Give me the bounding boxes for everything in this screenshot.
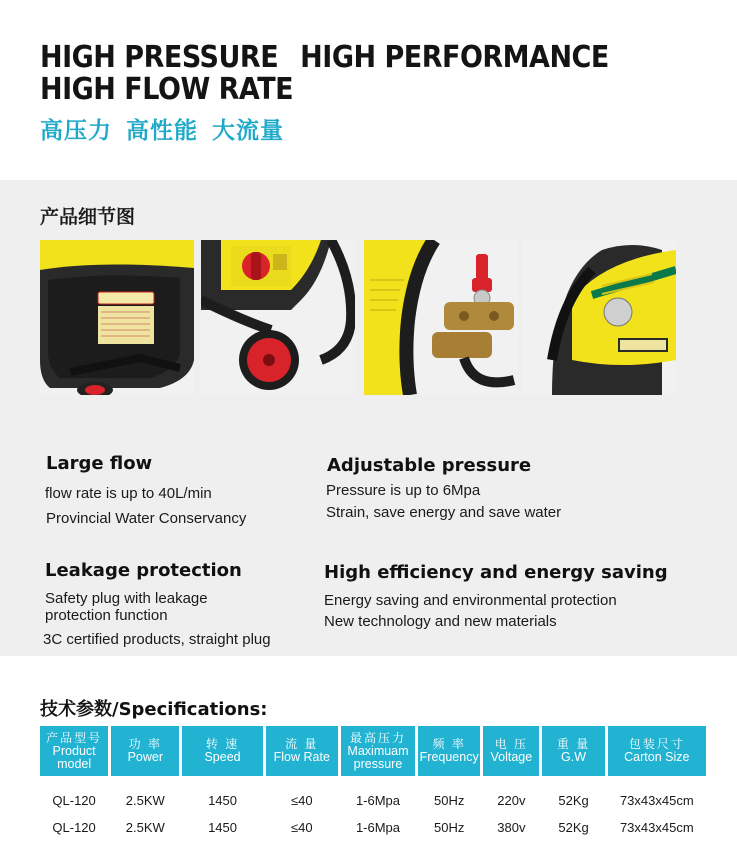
spec-header-row bbox=[40, 726, 706, 776]
feature-line: Energy saving and environmental protection bbox=[324, 592, 617, 609]
pump-head-photo bbox=[364, 240, 518, 395]
spec-cell: QL-120 bbox=[52, 793, 96, 808]
spec-header-speed: 转 速 Speed bbox=[182, 726, 262, 776]
frame-handle-photo bbox=[522, 240, 676, 395]
cn-high-flow: 大流量 bbox=[212, 118, 284, 144]
feature-line: New technology and new materials bbox=[324, 613, 557, 630]
feature-line: 3C certified products, straight plug bbox=[43, 631, 271, 648]
cn-high-performance: 高性能 bbox=[126, 118, 198, 144]
spec-cell: 50Hz bbox=[434, 820, 465, 835]
headline-line-2: HIGH FLOW RATE bbox=[40, 72, 294, 107]
spec-header-max-pressure: 最高压力 Maximuam pressure bbox=[341, 726, 415, 776]
headline-high-performance: HIGH PERFORMANCE bbox=[300, 40, 609, 75]
feature-title-adjustable-pressure: Adjustable pressure bbox=[327, 455, 532, 476]
switch-and-wheel-photo bbox=[201, 240, 355, 395]
detail-title: 产品细节图 bbox=[40, 206, 136, 228]
spec-cell: 52Kg bbox=[558, 820, 589, 835]
spec-cell: ≤40 bbox=[290, 793, 313, 808]
spec-cell: 73x43x45cm bbox=[619, 793, 694, 808]
spec-cell: 1-6Mpa bbox=[355, 820, 401, 835]
feature-line: Safety plug with leakage bbox=[45, 590, 208, 607]
headline-line-1 bbox=[40, 40, 609, 75]
machine-body-photo bbox=[40, 240, 194, 395]
chinese-subtitle bbox=[40, 112, 298, 145]
table-row bbox=[40, 776, 706, 813]
feature-title-large-flow: Large flow bbox=[46, 453, 153, 474]
feature-line: Pressure is up to 6Mpa bbox=[326, 482, 481, 499]
feature-title-leakage-protection: Leakage protection bbox=[45, 560, 242, 581]
spec-header-carton-size: 包装尺寸 Carton Size bbox=[608, 726, 706, 776]
spec-cell: 50Hz bbox=[434, 793, 465, 808]
spec-cell: ≤40 bbox=[290, 820, 313, 835]
spec-cell: 220v bbox=[497, 793, 526, 808]
feature-line: flow rate is up to 40L/min bbox=[45, 485, 212, 502]
spec-cell: 2.5KW bbox=[125, 793, 165, 808]
feature-title-high-efficiency: High efficiency and energy saving bbox=[324, 562, 668, 583]
spec-cell: 73x43x45cm bbox=[619, 820, 694, 835]
spec-cell: 52Kg bbox=[558, 793, 589, 808]
spec-cell: 1450 bbox=[208, 820, 237, 835]
specifications-title: 技术参数/Specifications: bbox=[40, 699, 268, 720]
feature-line: Provincial Water Conservancy bbox=[46, 510, 247, 527]
feature-line: Strain, save energy and save water bbox=[326, 504, 562, 521]
feature-line: protection function bbox=[45, 607, 168, 624]
headline-high-pressure: HIGH PRESSURE bbox=[40, 40, 279, 75]
spec-header-model: 产品型号 Product model bbox=[40, 726, 108, 776]
spec-cell: 380v bbox=[497, 820, 526, 835]
spec-header-power: 功 率 Power bbox=[111, 726, 179, 776]
spec-header-weight: 重 量 G.W bbox=[542, 726, 604, 776]
specifications-table bbox=[37, 726, 709, 840]
spec-cell: 1-6Mpa bbox=[355, 793, 401, 808]
spec-cell: QL-120 bbox=[52, 820, 96, 835]
cn-high-pressure: 高压力 bbox=[40, 118, 112, 144]
spec-header-frequency: 频 率 Frequency bbox=[418, 726, 480, 776]
table-row bbox=[40, 813, 706, 840]
spec-header-flow-rate: 流 量 Flow Rate bbox=[266, 726, 338, 776]
spec-cell: 1450 bbox=[208, 793, 237, 808]
spec-cell: 2.5KW bbox=[125, 820, 165, 835]
spec-header-voltage: 电 压 Voltage bbox=[483, 726, 539, 776]
